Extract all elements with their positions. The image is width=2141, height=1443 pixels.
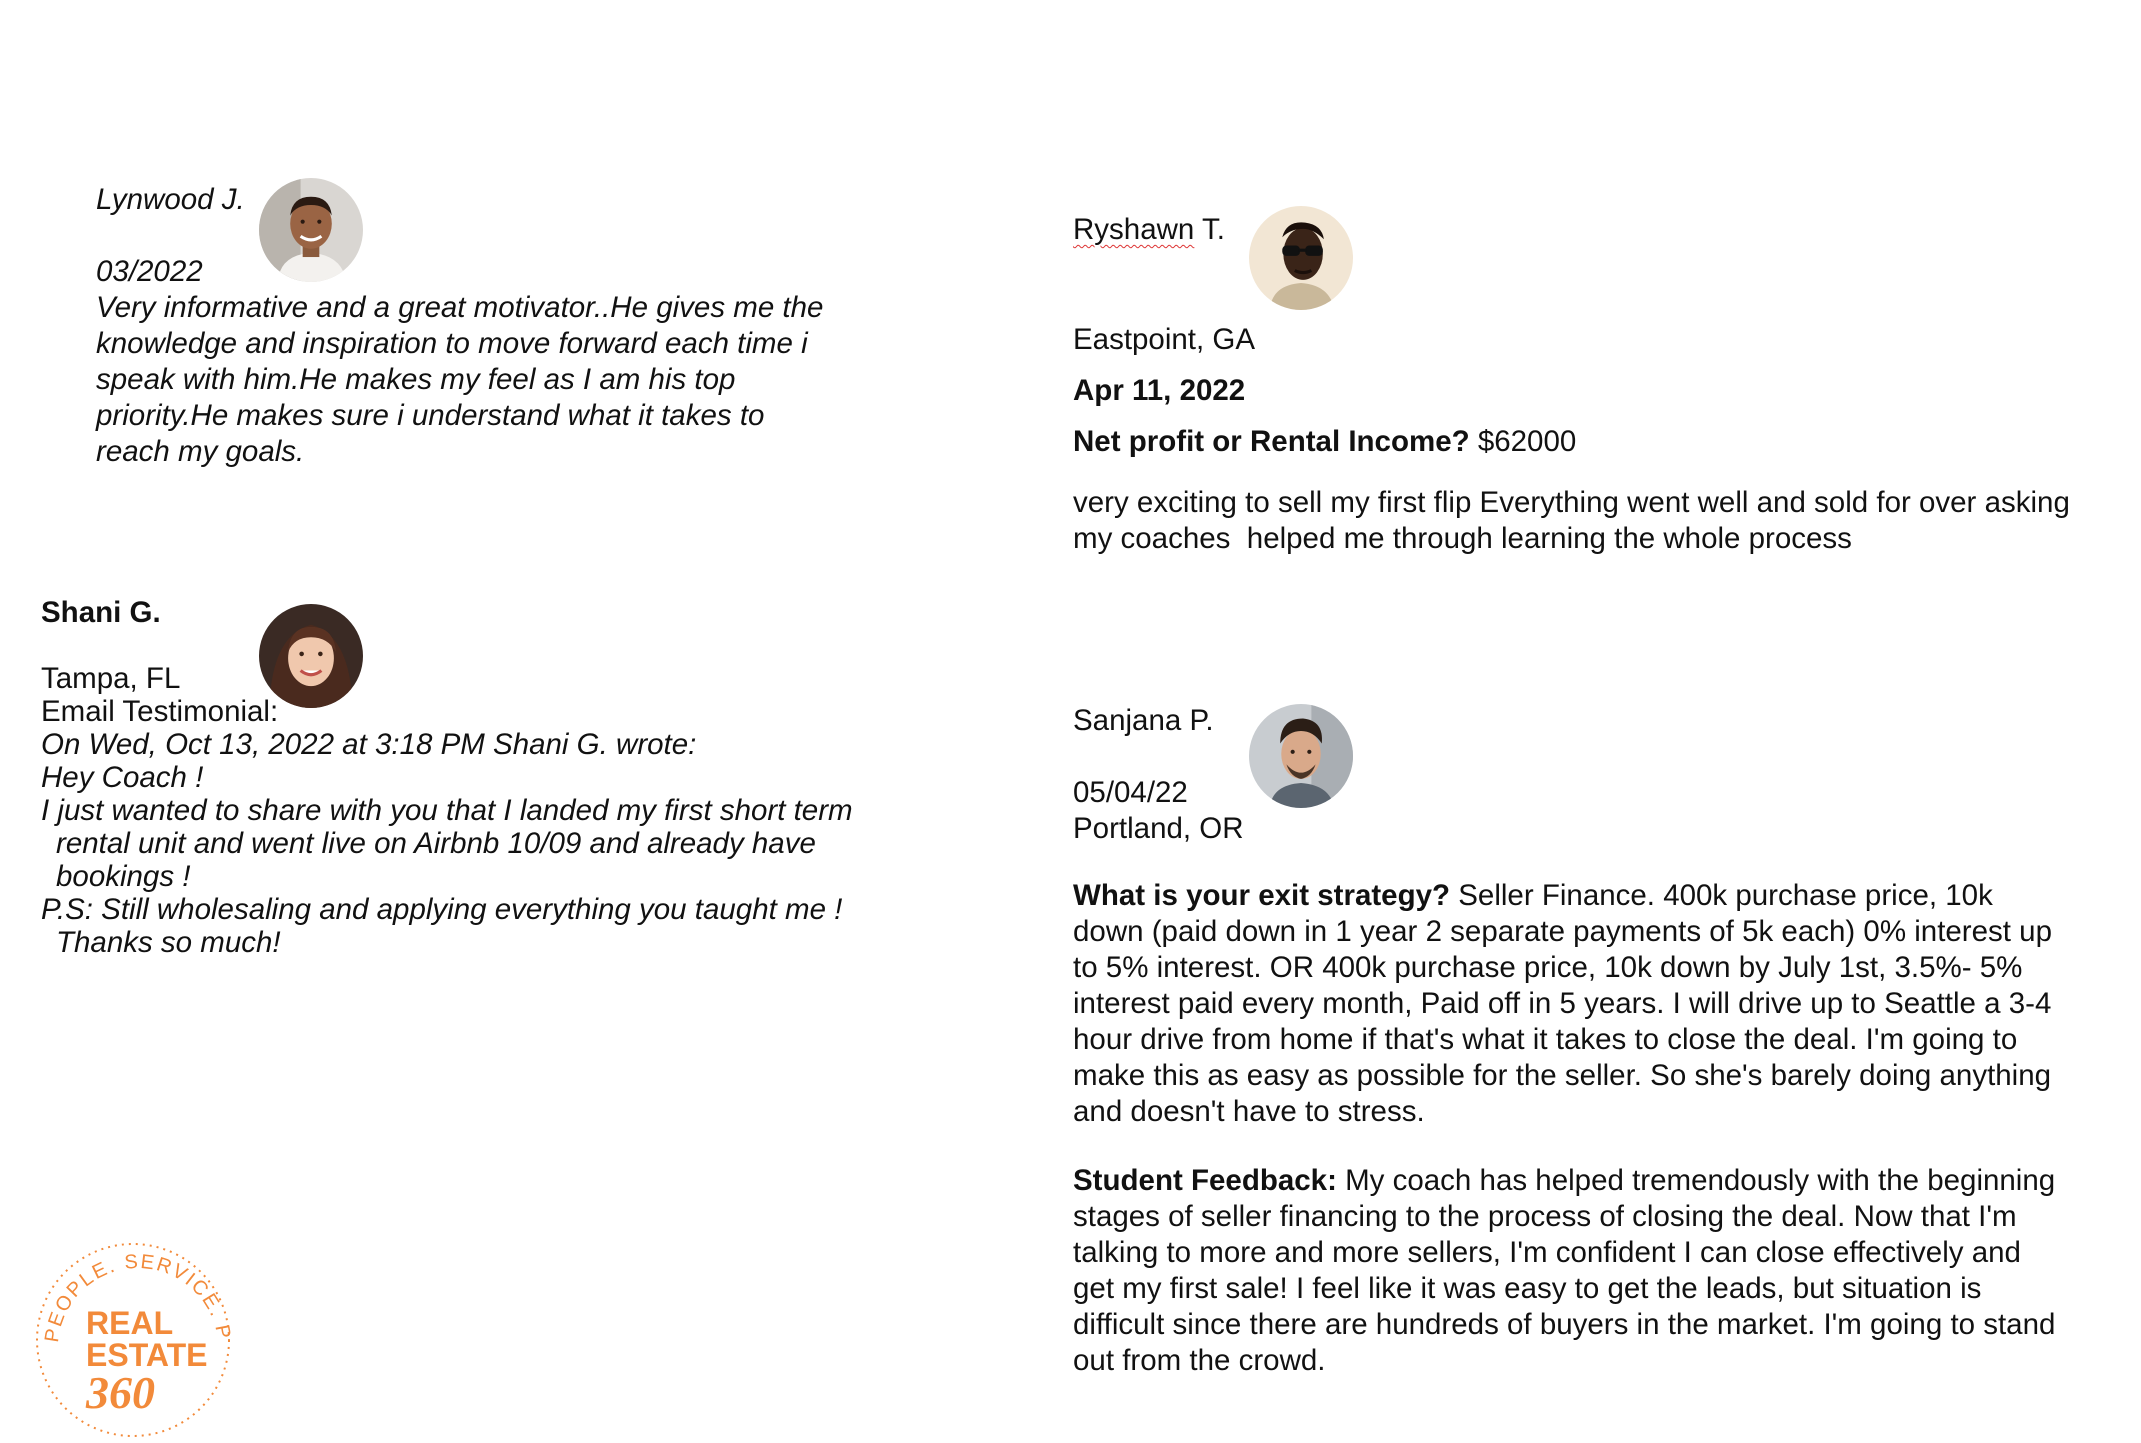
feedback-line: out from the crowd.: [1073, 1344, 1326, 1377]
testimonial-line: On Wed, Oct 13, 2022 at 3:18 PM Shani G. wrote:: [41, 728, 697, 761]
testimonial-sanjana: [1073, 703, 1244, 847]
feedback-line: get my first sale! I feel like it was easy to get the leads, but situation is: [1073, 1272, 1982, 1305]
testimonial-ryshawn-body: [1073, 485, 2070, 557]
testimonial-line: Thanks so much!: [56, 926, 281, 959]
profit-label: Net profit or Rental Income?: [1073, 425, 1470, 458]
exit-strategy-line: to 5% interest. OR 400k purchase price, 10k down by July 1st, 3.5%- 5%: [1073, 951, 2023, 984]
exit-strategy: [1073, 878, 2052, 1130]
testimonial-line: my coaches helped me through learning the whole process: [1073, 522, 1852, 555]
testimonial-line: very exciting to sell my first flip Everything went well and sold for over asking: [1073, 486, 2070, 519]
logo-ring-text: PEOPLE. SERVICE. P: [41, 1250, 235, 1344]
testimonial-line: knowledge and inspiration to move forward each time i: [96, 327, 808, 360]
testimonial-date: 03/2022: [96, 255, 203, 288]
student-feedback: [1073, 1163, 2055, 1379]
exit-strategy-text: Seller Finance. 400k purchase price, 10k: [1450, 879, 1993, 912]
logo-line3: 360: [86, 1367, 155, 1418]
author-location: Eastpoint, GA: [1073, 323, 1256, 356]
profit-line: [1073, 416, 1576, 467]
testimonial-line: priority.He makes sure i understand what it takes to: [96, 399, 765, 432]
testimonial-line: Hey Coach !: [41, 761, 204, 794]
author-name: Sanjana P.: [1073, 704, 1214, 737]
author-name: Lynwood J.: [96, 183, 245, 216]
exit-strategy-line: make this as easy as possible for the seller. So she's barely doing anything: [1073, 1059, 2052, 1092]
feedback-line: talking to more and more sellers, I'm confident I can close effectively and: [1073, 1236, 2021, 1269]
avatar-shani: [259, 604, 363, 708]
author-last-initial: T.: [1194, 213, 1225, 246]
testimonial-date: 05/04/22: [1073, 776, 1188, 809]
avatar-ryshawn: [1249, 206, 1353, 310]
testimonial-line: P.S: Still wholesaling and applying everything you taught me !: [41, 893, 843, 926]
testimonial-line: I just wanted to share with you that I landed my first short term: [41, 794, 853, 827]
logo-line1: REAL: [86, 1305, 174, 1341]
author-location: Tampa, FL: [41, 662, 181, 695]
exit-strategy-line: and doesn't have to stress.: [1073, 1095, 1425, 1128]
logo-line2: ESTATE: [86, 1337, 208, 1373]
exit-strategy-line: interest paid every month, Paid off in 5 years. I will drive up to Seattle a 3-4: [1073, 987, 2052, 1020]
feedback-line: stages of seller financing to the process of closing the deal. Now that I'm: [1073, 1200, 2017, 1233]
author-name: [1073, 212, 1225, 248]
exit-strategy-label: What is your exit strategy?: [1073, 879, 1451, 912]
avatar-lynwood: [259, 178, 363, 282]
testimonial-line: rental unit and went live on Airbnb 10/09 and already have: [56, 827, 816, 860]
author-first-name: Ryshawn: [1073, 213, 1195, 246]
testimonial-line: Very informative and a great motivator..He gives me the: [96, 291, 824, 324]
testimonial-type: Email Testimonial:: [41, 695, 279, 728]
author-location: Portland, OR: [1073, 812, 1244, 845]
profit-value: $62000: [1469, 425, 1577, 458]
testimonial-shani: [41, 596, 853, 959]
avatar-sanjana: [1249, 704, 1353, 808]
exit-strategy-line: down (paid down in 1 year 2 separate payments of 5k each) 0% interest up: [1073, 915, 2052, 948]
feedback-text: My coach has helped tremendously with the beginning: [1336, 1164, 2056, 1197]
testimonial-lynwood: [96, 182, 823, 470]
testimonial-ryshawn-details: [1073, 314, 1576, 467]
testimonial-ryshawn: [1073, 212, 1225, 248]
feedback-label: Student Feedback:: [1073, 1164, 1337, 1197]
feedback-line: difficult since there are hundreds of buyers in the market. I'm going to stand: [1073, 1308, 2056, 1341]
testimonial-date: Apr 11, 2022: [1073, 374, 1246, 407]
real-estate-360-logo: [28, 1228, 238, 1438]
testimonial-line: reach my goals.: [96, 435, 305, 468]
testimonial-line: bookings !: [56, 860, 191, 893]
exit-strategy-line: hour drive from home if that's what it takes to close the deal. I'm going to: [1073, 1023, 2018, 1056]
author-name: Shani G.: [41, 596, 161, 629]
feedback-line: [1073, 1163, 2055, 1199]
exit-strategy-line: [1073, 878, 2052, 914]
testimonial-line: speak with him.He makes my feel as I am his top: [96, 363, 736, 396]
